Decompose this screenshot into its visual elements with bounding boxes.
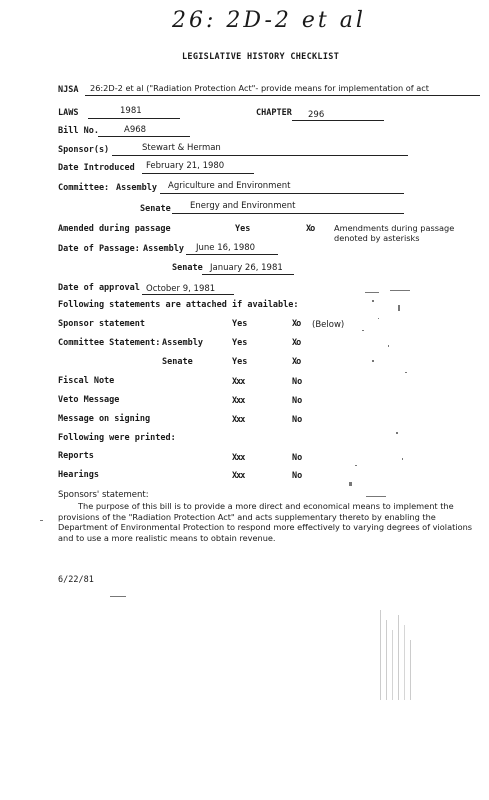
statement-row-label: Message on signing [58,414,151,424]
statement-row-yes: Yes [232,319,248,329]
sponsors-underline [112,155,408,156]
amended-label: Amended during passage [58,224,171,234]
committee-assembly-underline [160,193,404,194]
printed-row-yes-struck: Xxx [232,453,245,463]
njsa-value: 26:2D-2 et al ("Radiation Protection Act"- provide means for implementation of act [90,83,429,93]
statement-row-no-struck: Xo [292,357,301,367]
statement-row-no-struck: Xo [292,319,301,329]
printed-row-no: No [292,453,303,463]
njsa-label: NJSA [58,85,79,95]
sponsors-statement-label: Sponsors' statement: [58,490,149,500]
amended-yes: Yes [235,224,251,234]
bill-no-value: A968 [124,125,147,135]
sponsors-statement-text: The purpose of this bill is to provide a more direct and economical means to implement the provisions of the "Radiation Protection Act" and acts supplementary thereto by enabling the Department of Environmental Protection to respond more effectively to varying degrees of violations and to use a more realistic means to obtain revenue. [58,501,473,543]
statement-row-label: Fiscal Note [58,376,115,386]
passage-assembly-value: June 16, 1980 [196,243,256,253]
bill-no-underline [98,136,190,137]
passage-senate-value: January 26, 1981 [210,263,283,273]
printed-row-yes-struck: Xxx [232,471,245,481]
chapter-label: CHAPTER [256,108,292,118]
laws-underline [88,118,180,119]
passage-label: Date of Passage: [58,244,140,254]
chapter-value: 296 [308,110,325,120]
committee-assembly-value: Agriculture and Environment [168,181,291,191]
committee-assembly-label: Assembly [116,183,157,193]
statements-header: Following statements are attached if available: [58,300,299,310]
committee-label: Committee: [58,183,110,193]
approval-underline [142,294,234,295]
approval-label: Date of approval [58,283,140,293]
statement-row-no: No [292,396,303,406]
passage-senate-label: Senate [172,263,203,273]
date-introduced-value: February 21, 1980 [146,161,225,171]
passage-assembly-label: Assembly [143,244,184,254]
passage-senate-underline [202,274,294,275]
committee-senate-value: Energy and Environment [190,201,296,211]
date-introduced-label: Date Introduced [58,163,135,173]
passage-assembly-underline [186,254,278,255]
statement-row-yes-struck: Xxx [232,396,245,406]
approval-value: October 9, 1981 [146,284,216,294]
amendments-note: Amendments during passage denoted by asterisks [334,223,455,243]
laws-value: 1981 [120,106,142,116]
statement-row-label: Veto Message [58,395,120,405]
statement-row-yes: Yes [232,338,248,348]
date-introduced-underline [142,173,254,174]
statement-row-yes: Yes [232,357,248,367]
printed-header: Following were printed: [58,433,176,443]
sponsors-value: Stewart & Herman [142,143,221,153]
statement-row-yes-struck: Xxx [232,415,245,425]
printed-row-label: Reports [58,451,94,461]
committee-senate-label: Senate [140,204,171,214]
printed-row-no: No [292,471,303,481]
printed-row-label: Hearings [58,470,99,480]
sponsors-label: Sponsor(s) [58,145,110,155]
footer-date: 6/22/81 [58,575,94,585]
statement-row-yes-struck: Xxx [232,377,245,387]
laws-label: LAWS [58,108,79,118]
njsa-underline [85,95,480,96]
bill-no-label: Bill No. [58,126,99,136]
committee-senate-underline [172,213,404,214]
chapter-underline [292,120,384,121]
statement-row-no-struck: Xo [292,338,301,348]
page-title: LEGISLATIVE HISTORY CHECKLIST [182,52,340,62]
statement-row-label: Committee Statement: [58,338,161,348]
statement-row-no: No [292,377,303,387]
statement-row-no: No [292,415,303,425]
statement-row-sublabel: Assembly [162,338,203,348]
statement-row-label: Sponsor statement [58,319,145,329]
handwritten-citation: 26: 2D-2 et al [172,8,366,33]
statement-row-sublabel: Senate [162,357,193,367]
amended-no-struck: Xo [306,224,315,234]
statement-row-extra: (Below) [312,320,345,330]
